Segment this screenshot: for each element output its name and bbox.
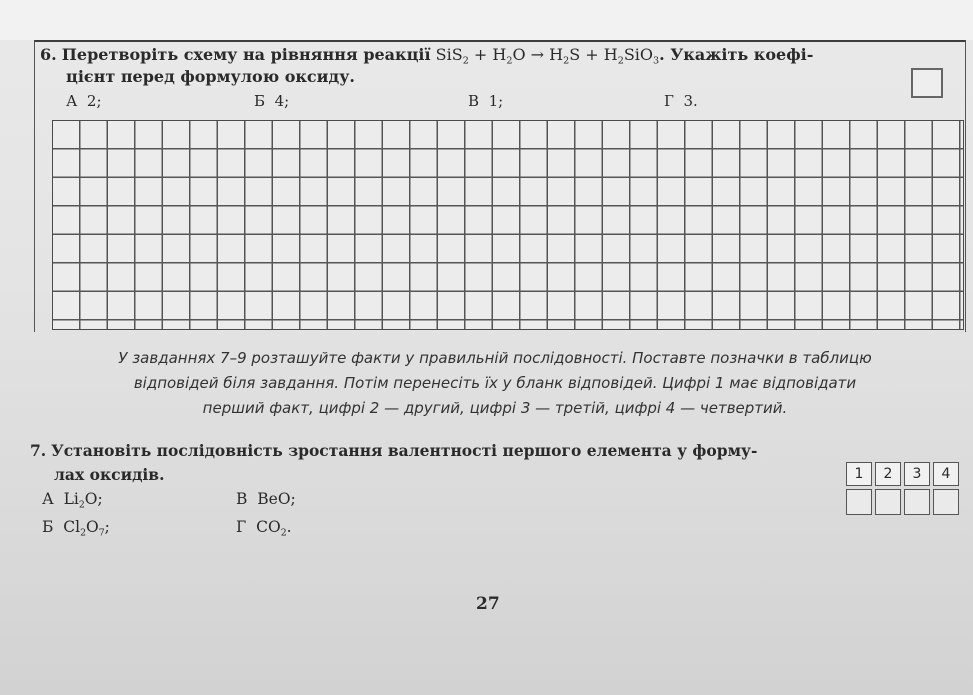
question-7-answer-table (846, 462, 964, 515)
formula-subscript: 7 (98, 527, 105, 539)
option-value: 3. (683, 92, 698, 110)
formula-text: O; (84, 490, 103, 508)
formula-text: SiO (623, 45, 654, 64)
instructions-line-1: У завданнях 7–9 розташуйте факти у правильній послідовності. Поставте позначки в таблицю (118, 349, 872, 367)
question-6-answer-box[interactable] (911, 68, 943, 98)
option-letter: А (42, 490, 54, 508)
question-6-text-a: Перетворіть схему на рівняння реакції (61, 45, 431, 64)
formula-text: O → H (512, 45, 564, 64)
work-grid[interactable] (52, 120, 964, 330)
option-letter: В (236, 490, 248, 508)
formula-text: S + H (569, 45, 618, 64)
answer-cell-1[interactable] (846, 489, 872, 515)
instructions (30, 346, 960, 421)
formula-text: Cl (63, 518, 81, 536)
answer-table-header: 1 (846, 462, 872, 486)
answer-table-header: 4 (933, 462, 959, 486)
formula-subscript: 2 (563, 55, 570, 67)
formula-text: . (286, 518, 292, 536)
question-7-text-line-1: Установіть послідовність зростання валентності першого елемента у форму- (51, 441, 758, 460)
answer-table-header: 3 (904, 462, 930, 486)
question-6-text-b: . Укажіть коефі- (659, 45, 814, 64)
formula-subscript: 2 (80, 527, 86, 539)
option-formula (63, 518, 110, 539)
question-7 (30, 439, 810, 487)
formula-subscript: 2 (280, 527, 287, 539)
formula-subscript: 2 (617, 55, 624, 67)
question-6-option-g (664, 92, 698, 110)
question-6-option-a (66, 92, 102, 110)
question-7-number: 7. (30, 441, 47, 460)
question-6-number: 6. (40, 45, 57, 64)
answer-table-header-row (846, 462, 964, 486)
instructions-line-3: перший факт, цифрі 2 — другий, цифрі 3 — третій, цифрі 4 — четвертий. (202, 399, 788, 417)
option-letter: Г (664, 92, 674, 110)
formula-subscript: 2 (462, 55, 469, 67)
option-letter: А (66, 92, 78, 110)
formula-text: BeO; (257, 490, 296, 508)
answer-table-header: 2 (875, 462, 901, 486)
question-7-option-b (42, 518, 110, 539)
question-6-text-c: цієнт перед формулою оксиду. (66, 67, 355, 86)
option-letter: Б (254, 92, 266, 110)
option-letter: Б (42, 518, 54, 536)
instructions-line-2: відповідей біля завдання. Потім перенесіть їх у бланк відповідей. Цифрі 1 має відповідати (133, 374, 857, 392)
answer-table-input-row (846, 489, 964, 515)
option-letter: В (468, 92, 480, 110)
option-formula (257, 490, 296, 508)
option-value: 2; (86, 92, 102, 110)
option-formula (63, 490, 103, 511)
option-value: 1; (488, 92, 504, 110)
formula-text: O (86, 518, 99, 536)
formula-text: SiS (435, 45, 463, 64)
page-number: 27 (476, 594, 500, 614)
question-7-option-a (42, 490, 103, 511)
formula-text: Li (63, 490, 79, 508)
question-6 (40, 44, 860, 88)
question-6-formula (435, 45, 660, 67)
formula-text: ; (104, 518, 110, 536)
option-value: 4; (274, 92, 290, 110)
option-formula (256, 518, 292, 539)
formula-subscript: 2 (506, 55, 513, 67)
answer-cell-4[interactable] (933, 489, 959, 515)
answer-cell-3[interactable] (904, 489, 930, 515)
formula-text: + H (468, 45, 507, 64)
formula-subscript: 2 (78, 499, 85, 511)
answer-cell-2[interactable] (875, 489, 901, 515)
question-7-option-g (236, 518, 292, 539)
question-7-option-v (236, 490, 296, 508)
page-top-strip (0, 0, 973, 40)
question-6-option-b (254, 92, 289, 110)
formula-text: CO (256, 518, 281, 536)
question-6-option-v (468, 92, 503, 110)
formula-subscript: 3 (653, 55, 660, 67)
option-letter: Г (236, 518, 247, 536)
question-7-text-line-2: лах оксидів. (54, 465, 165, 484)
